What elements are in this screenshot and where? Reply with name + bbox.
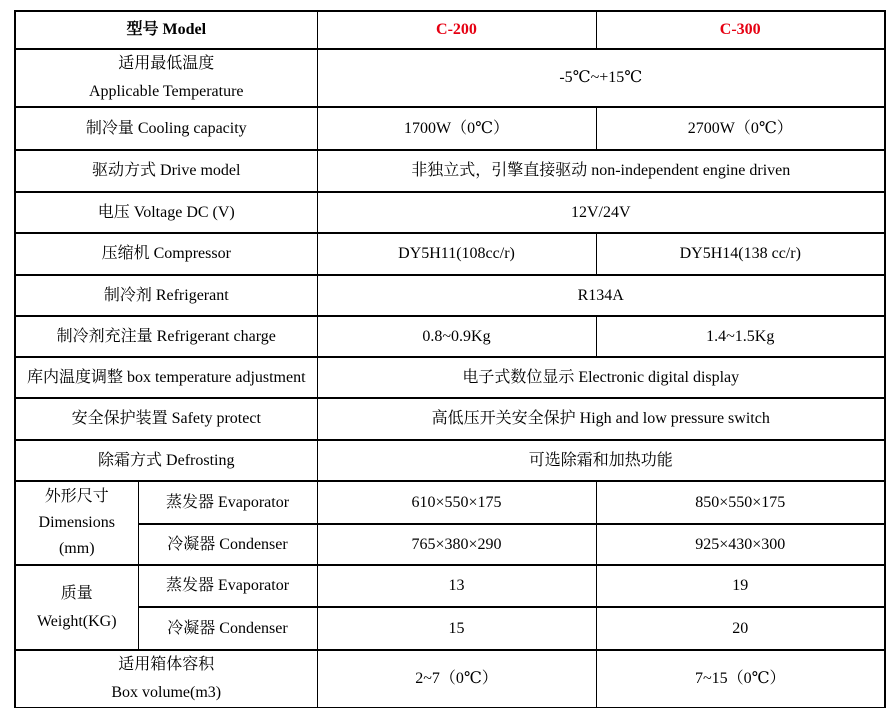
- cooling-capacity-label: 制冷量 Cooling capacity: [15, 107, 317, 150]
- applicable-temperature-label: [15, 49, 317, 107]
- model-value-c300: C-300: [596, 11, 885, 49]
- box-volume-label: [15, 650, 317, 708]
- applicable-temperature-value: -5℃~+15℃: [317, 49, 885, 107]
- safety-protect-value: 高低压开关安全保护 High and low pressure switch: [317, 398, 885, 440]
- compressor-c300: DY5H14(138 cc/r): [596, 233, 885, 275]
- defrosting-value: 可选除霜和加热功能: [317, 440, 885, 481]
- weight-label-en: Weight(KG): [36, 612, 117, 630]
- dimensions-evaporator-c300: 850×550×175: [596, 481, 885, 524]
- dimensions-condenser-c300: 925×430×300: [596, 524, 885, 565]
- row-applicable-temperature: [15, 49, 885, 107]
- row-compressor: [15, 233, 885, 275]
- row-drive-model: [15, 150, 885, 192]
- model-label: 型号 Model: [15, 11, 317, 49]
- refrigerant-charge-c200: 0.8~0.9Kg: [317, 316, 596, 357]
- row-model: [15, 11, 885, 49]
- row-refrigerant-charge: [15, 316, 885, 357]
- compressor-c200: DY5H11(108cc/r): [317, 233, 596, 275]
- dimensions-evaporator-c200: 610×550×175: [317, 481, 596, 524]
- voltage-label: 电压 Voltage DC (V): [15, 192, 317, 233]
- weight-condenser-c200: 15: [317, 607, 596, 650]
- row-defrosting: [15, 440, 885, 481]
- weight-evaporator-c200: 13: [317, 565, 596, 607]
- box-temperature-adjustment-value: 电子式数位显示 Electronic digital display: [317, 357, 885, 398]
- row-safety-protect: [15, 398, 885, 440]
- dimensions-label-unit: (mm): [58, 540, 95, 557]
- refrigerant-charge-label: 制冷剂充注量 Refrigerant charge: [15, 316, 317, 357]
- row-weight-condenser: [15, 607, 885, 650]
- applicable-temperature-label-en: Applicable Temperature: [88, 83, 244, 100]
- weight-condenser-label: 冷凝器 Condenser: [138, 607, 317, 650]
- weight-evaporator-c300: 19: [596, 565, 885, 607]
- row-dimensions-condenser: [15, 524, 885, 565]
- voltage-value: 12V/24V: [317, 192, 885, 233]
- box-temperature-adjustment-label: 库内温度调整 box temperature adjustment: [15, 357, 317, 398]
- row-box-volume: [15, 650, 885, 708]
- row-dimensions-evaporator: [15, 481, 885, 524]
- weight-condenser-c300: 20: [596, 607, 885, 650]
- row-box-temperature-adjustment: [15, 357, 885, 398]
- box-volume-c200: 2~7（0℃）: [317, 650, 596, 708]
- refrigerant-charge-c300: 1.4~1.5Kg: [596, 316, 885, 357]
- applicable-temperature-label-cn: 适用最低温度: [118, 55, 215, 72]
- dimensions-evaporator-label: 蒸发器 Evaporator: [138, 481, 317, 524]
- weight-label: [15, 565, 138, 650]
- box-volume-c300: 7~15（0℃）: [596, 650, 885, 708]
- safety-protect-label: 安全保护装置 Safety protect: [15, 398, 317, 440]
- weight-label-cn: 质量: [60, 584, 93, 602]
- cooling-capacity-c200: 1700W（0℃）: [317, 107, 596, 150]
- model-value-c200: C-200: [317, 11, 596, 49]
- cooling-capacity-c300: 2700W（0℃）: [596, 107, 885, 150]
- dimensions-label: [15, 481, 138, 565]
- refrigerant-label: 制冷剂 Refrigerant: [15, 275, 317, 316]
- row-refrigerant: [15, 275, 885, 316]
- refrigerant-value: R134A: [317, 275, 885, 316]
- drive-model-label: 驱动方式 Drive model: [15, 150, 317, 192]
- dimensions-condenser-label: 冷凝器 Condenser: [138, 524, 317, 565]
- box-volume-label-en: Box volume(m3): [111, 684, 222, 701]
- box-volume-label-cn: 适用箱体容积: [118, 656, 215, 673]
- row-cooling-capacity: [15, 107, 885, 150]
- row-weight-evaporator: [15, 565, 885, 607]
- dimensions-label-en: Dimensions: [38, 514, 115, 531]
- dimensions-condenser-c200: 765×380×290: [317, 524, 596, 565]
- defrosting-label: 除霜方式 Defrosting: [15, 440, 317, 481]
- compressor-label: 压缩机 Compressor: [15, 233, 317, 275]
- weight-evaporator-label: 蒸发器 Evaporator: [138, 565, 317, 607]
- spec-table: [14, 10, 886, 708]
- row-voltage: [15, 192, 885, 233]
- drive-model-value: 非独立式，引擎直接驱动 non-independent engine driven: [317, 150, 885, 192]
- dimensions-label-cn: 外形尺寸: [44, 488, 109, 505]
